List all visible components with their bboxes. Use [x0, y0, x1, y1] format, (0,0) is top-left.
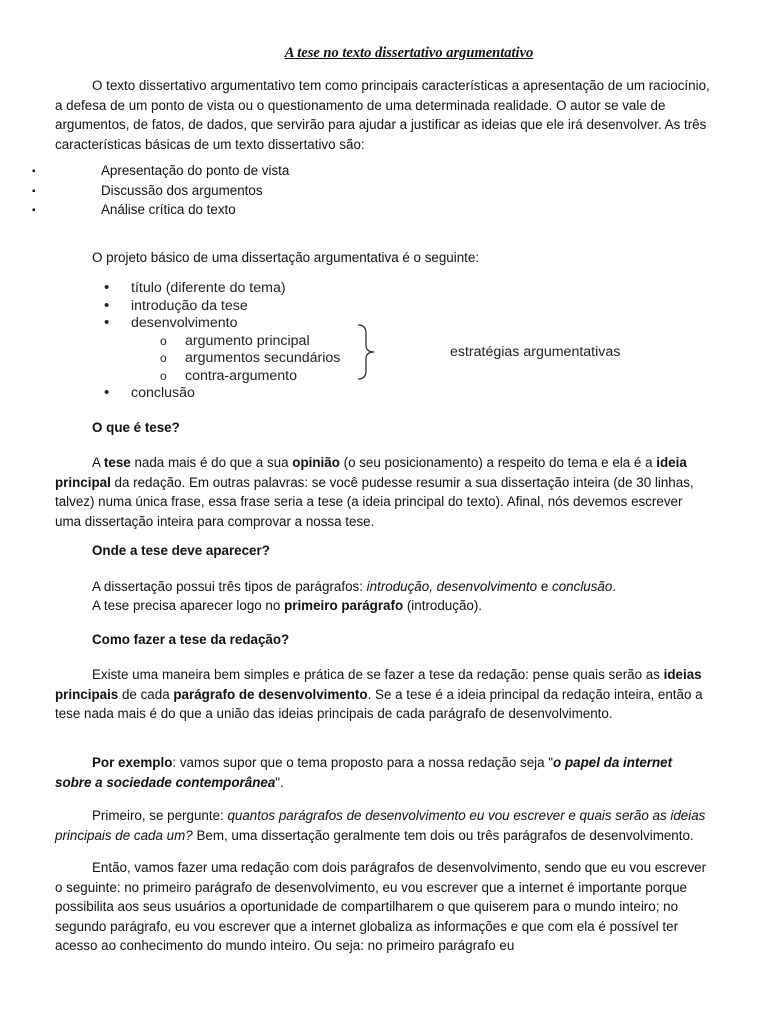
curly-brace-icon [356, 323, 378, 381]
intro-paragraph: O texto dissertativo argumentativo tem como principais características a apresentação de um raciocínio, a defesa de um ponto de vista ou o questionamento de uma determinada realidade. O autor se vale de argumentos, de fatos, de dados, que servirão para ajudar a justificar as ideias que ele irá desenvolver. As três características básicas de um texto dissertativo são: [55, 78, 710, 152]
circle-bullet-icon: o [160, 368, 167, 383]
section3-paragraph-2: Por exemplo: vamos supor que o tema proposto para a nossa redação seja "o papel da internet sobre a sociedade contemporânea". [55, 755, 673, 790]
section3-paragraph-3: Primeiro, se pergunte: quantos parágrafos de desenvolvimento eu vou escrever e quais serão as ideias principais de cada um? Bem, uma dissertação geralmente tem dois ou três parágrafos de desenvolvimento. [55, 808, 706, 843]
characteristics-list [0, 161, 768, 220]
outline-item: • título (diferente do tema) [104, 279, 286, 296]
outline-item: • introdução da tese [104, 296, 248, 314]
bullet-icon: • [104, 279, 110, 296]
outline-subitem: o contra-argumento [160, 367, 297, 384]
section2-paragraph-2: A tese precisa aparecer logo no primeiro parágrafo (introdução). [92, 598, 483, 613]
section3-paragraph-4: Então, vamos fazer uma redação com dois parágrafos de desenvolvimento, sendo que eu vou escrever o seguinte: no primeiro parágrafo de desenvolvimento, eu vou escrever que a internet é importante porque possibilita aos seus usuários a oportunidade de compartilharem o que quiserem para o mundo inteiro; no segundo parágrafo, eu vou escrever que a internet globaliza as informações e que com ela é possível ter acesso ao conhecimento do mundo inteiro. Ou seja: no primeiro parágrafo eu [55, 860, 707, 953]
outline-subitem: o argumento principal [160, 332, 310, 349]
list-item: ▪ Discussão dos argumentos [0, 181, 768, 201]
bullet-icon: • [104, 314, 110, 331]
outline-item: • conclusão [104, 384, 195, 401]
project-intro: O projeto básico de uma dissertação argumentativa é o seguinte: [92, 250, 480, 265]
bullet-icon: • [104, 384, 110, 401]
section-heading-how-thesis: Como fazer a tese da redação? [92, 632, 290, 647]
circle-bullet-icon: o [160, 333, 167, 348]
outline-subitem: o argumentos secundários [160, 350, 341, 366]
brace-label: estratégias argumentativas [450, 344, 621, 360]
square-bullet-icon: ▪ [32, 205, 36, 216]
section-heading-where-thesis: Onde a tese deve aparecer? [92, 543, 270, 558]
square-bullet-icon: ▪ [32, 166, 36, 177]
section1-paragraph: A tese nada mais é do que a sua opinião (o seu posicionamento) a respeito do tema e ela é a ideia principal da redação. Em outras palavras: se você pudesse resumir a sua dissertação inteira (de 30 linhas, talvez) numa única frase, essa frase seria a tese (a ideia principal do texto). Afinal, nós devemos escrever uma dissertação inteira para comprovar a nossa tese. [55, 455, 694, 529]
circle-bullet-icon: o [160, 351, 167, 365]
section-heading-what-is-thesis: O que é tese? [92, 420, 180, 435]
list-item: ▪ Análise crítica do texto [0, 200, 768, 220]
section3-paragraph-1: Existe uma maneira bem simples e prática de se fazer a tese da redação: pense quais serão as ideias principais de cada parágrafo de desenvolvimento. Se a tese é a ideia principal da redação inteira, então a tese nada mais é do que a união das ideias principais de cada parágrafo de desenvolvimento. [55, 667, 703, 721]
outline-item: • desenvolvimento [104, 314, 238, 331]
list-item: ▪ Apresentação do ponto de vista [0, 161, 768, 181]
section2-paragraph-1: A dissertação possui três tipos de parágrafos: introdução, desenvolvimento e conclusão. [92, 579, 617, 594]
dissertation-outline [100, 280, 700, 403]
document-title: A tese no texto dissertativo argumentativo [284, 45, 534, 61]
square-bullet-icon: ▪ [32, 185, 36, 197]
bullet-icon: • [104, 296, 110, 314]
